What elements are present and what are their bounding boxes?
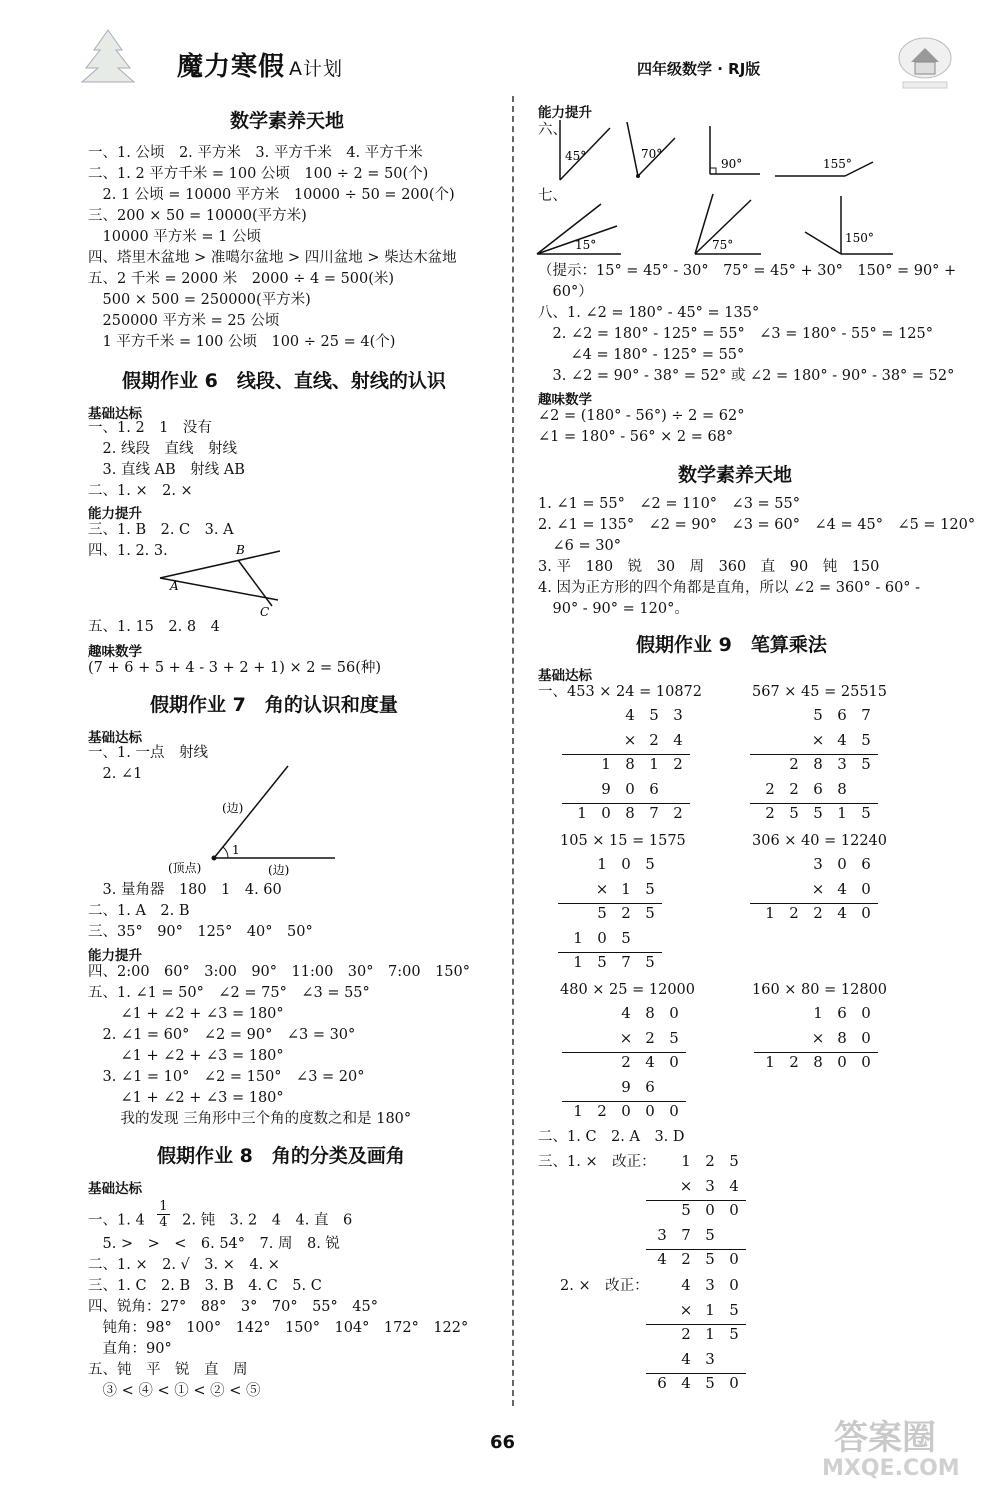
answer-line: 250000 平方米 = 25 公顷: [88, 313, 280, 329]
calc-digit: 0: [625, 779, 635, 798]
calc-digit: 0: [861, 1028, 871, 1047]
calc-row: [594, 755, 690, 773]
calc-row: [566, 953, 662, 971]
calc-digit: 0: [601, 804, 611, 822]
answer-line: 二、1. × 2. ×: [88, 483, 193, 499]
angle-label: 75°: [712, 238, 734, 252]
calc-row: [590, 880, 662, 898]
subheading-basic: 基础达标: [538, 668, 592, 684]
calc-digit: 1: [681, 1152, 691, 1170]
vertex-label-a: A: [170, 579, 179, 593]
side-label-top: (边): [222, 801, 244, 815]
calc-digit: 4: [681, 1374, 691, 1392]
answer-line: 2. × 改正：: [560, 1278, 649, 1294]
calc-digit: 1: [705, 1300, 715, 1319]
calc-digit: 1: [573, 928, 583, 947]
calc-rule: [750, 803, 878, 804]
answer-line: 3. ∠2 = 90° - 38° = 52° 或 ∠2 = 180° - 90° - 38° = 52°: [538, 368, 955, 384]
calc-digit: 3: [813, 855, 823, 873]
calc-digit: 3: [705, 1349, 715, 1368]
calc-digit: 5: [621, 928, 631, 947]
equation: 160 × 80 = 12800: [752, 982, 887, 998]
calc-digit: 7: [861, 706, 871, 724]
calc-digit: 4: [837, 730, 847, 749]
calc-rule: [750, 754, 878, 755]
calc-rule: [750, 903, 878, 904]
answer-line: 四、1. 2. 3.: [88, 543, 168, 559]
answer-line: 二、1. C 2. A 3. D: [538, 1129, 685, 1145]
subheading-improve: 能力提升: [88, 506, 142, 522]
answer-line: 五、1. ∠1 = 50° ∠2 = 75° ∠3 = 55°: [88, 985, 370, 1001]
calc-digit: 9: [621, 1077, 631, 1096]
calc-digit: 5: [597, 904, 607, 922]
watermark: [810, 1410, 980, 1488]
calc-row: [674, 1325, 746, 1343]
calc-rule: [562, 1052, 686, 1053]
subject-label: 四年级数学 · RJ版: [637, 60, 761, 78]
calc-digit: 1: [577, 804, 587, 822]
answer-line: 三、35° 90° 125° 40° 50°: [88, 924, 313, 940]
calc-digit: 2: [765, 779, 775, 798]
calc-digit: 8: [625, 755, 635, 773]
calc-row: [650, 1226, 722, 1244]
calc-row: [618, 731, 690, 749]
calc-digit: 0: [669, 1004, 679, 1022]
calc-digit: 5: [789, 804, 799, 822]
brand-title: 魔力寒假 A计划: [177, 52, 344, 82]
calc-digit: 5: [645, 879, 655, 898]
calc-digit: 6: [837, 1004, 847, 1022]
calc-digit: 0: [729, 1276, 739, 1294]
calc-digit: 5: [681, 1201, 691, 1219]
calc-digit: 2: [673, 804, 683, 822]
calc-digit: 8: [837, 779, 847, 798]
equation: 306 × 40 = 12240: [752, 833, 887, 849]
calc-digit: 5: [705, 1374, 715, 1392]
calc-digit: 5: [861, 804, 871, 822]
answer-line: （提示：15° = 45° - 30° 75° = 45° + 30° 150° = 90° +: [538, 263, 957, 279]
calc-digit: 2: [705, 1152, 715, 1170]
section-title-hw6: 假期作业 6 线段、直线、射线的认识: [122, 370, 446, 392]
calc-digit: 3: [705, 1276, 715, 1294]
answer-line: 10000 平方米 = 1 公顷: [88, 229, 261, 245]
section-title-hw9: 假期作业 9 笔算乘法: [636, 634, 827, 656]
calc-row: [566, 929, 638, 947]
answer-line: 五、钝 平 锐 直 周: [88, 1362, 248, 1378]
answer-line: 一、1. 公顷 2. 平方米 3. 平方千米 4. 平方千米: [88, 145, 423, 161]
equation: 567 × 45 = 25515: [752, 684, 887, 700]
answer-line: ∠1 + ∠2 + ∠3 = 180°: [106, 1006, 284, 1022]
calc-digit: 5: [813, 804, 823, 822]
calc-digit: 5: [705, 1225, 715, 1244]
calc-digit: 2: [673, 755, 683, 773]
calc-digit: 5: [729, 1325, 739, 1343]
calc-digit: 0: [645, 1102, 655, 1120]
subheading-basic: 基础达标: [88, 1181, 142, 1197]
calc-digit: 4: [657, 1250, 667, 1268]
calc-digit: 6: [861, 855, 871, 873]
angle-label: 150°: [845, 231, 874, 245]
calc-row: [618, 706, 690, 724]
answer-line: 5. > > < 6. 54° 7. 周 8. 锐: [88, 1236, 340, 1252]
angle-label: 45°: [565, 149, 587, 163]
answer-line: 三、1. C 2. B 3. B 4. C 5. C: [88, 1278, 322, 1294]
calc-row: [674, 1301, 746, 1319]
angles-six-figure: [555, 118, 875, 186]
answer-line: 1. ∠1 = 55° ∠2 = 110° ∠3 = 55°: [538, 496, 800, 512]
calc-digit: 1: [765, 1053, 775, 1071]
answer-line: 二、1. A 2. B: [88, 903, 190, 919]
calc-row: [806, 1004, 878, 1022]
calc-digit: 4: [621, 1004, 631, 1022]
calc-digit: 1: [649, 755, 659, 773]
subheading-improve: 能力提升: [88, 948, 142, 964]
vertex-label-c: C: [260, 605, 270, 618]
calc-rule: [646, 1373, 746, 1374]
calc-digit: 2: [789, 779, 799, 798]
page-number: 66: [490, 1432, 516, 1453]
calc-digit: 3: [837, 755, 847, 773]
calc-digit: 5: [861, 730, 871, 749]
angle-mark-1: 1: [232, 843, 240, 857]
calc-digit: 8: [645, 1004, 655, 1022]
calc-digit: 0: [705, 1201, 715, 1219]
calc-row: [614, 1004, 686, 1022]
calc-digit: 2: [789, 1053, 799, 1071]
section-title-literacy-1: 数学素养天地: [230, 110, 345, 132]
calc-row: [806, 880, 878, 898]
calc-digit: 4: [681, 1276, 691, 1294]
angle-label: 15°: [575, 238, 597, 252]
calc-digit: 5: [597, 953, 607, 971]
calc-digit: 2: [621, 904, 631, 922]
calc-digit: 2: [681, 1250, 691, 1268]
calc-digit: 3: [673, 706, 683, 724]
answer-line: 五、2 千米 = 2000 米 2000 ÷ 4 = 500(米): [88, 271, 395, 287]
calc-row: [614, 1029, 686, 1047]
section-title-hw7: 假期作业 7 角的认识和度量: [150, 694, 398, 716]
question-six-label: 六、: [538, 122, 567, 138]
calc-digit: 0: [837, 855, 847, 873]
calc-digit: 4: [681, 1349, 691, 1368]
calc-digit: 0: [669, 1102, 679, 1120]
calc-digit: 2: [789, 904, 799, 922]
calc-rule: [562, 1101, 686, 1102]
calc-rule: [558, 952, 662, 953]
answer-line: 3. 量角器 180 1 4. 60: [88, 882, 282, 898]
equation: 一、453 × 24 = 10872: [538, 684, 702, 700]
column-divider: [512, 96, 514, 1406]
answer-line: ∠2 = (180° - 56°) ÷ 2 = 62°: [538, 408, 745, 424]
calc-row: [758, 804, 878, 822]
calc-rule: [754, 1052, 878, 1053]
section-title-hw8: 假期作业 8 角的分类及画角: [157, 1145, 405, 1167]
calc-digit: 0: [861, 879, 871, 898]
calc-digit: 0: [669, 1053, 679, 1071]
calc-digit: 0: [729, 1201, 739, 1219]
answer-line: 二、1. 2 平方千米 = 100 公顷 100 ÷ 2 = 50(个): [88, 166, 429, 182]
calc-digit: 5: [649, 706, 659, 724]
calc-digit: 5: [729, 1300, 739, 1319]
subheading-fun: 趣味数学: [88, 644, 142, 660]
subheading-basic: 基础达标: [88, 406, 142, 422]
question-seven-label: 七、: [538, 188, 567, 204]
answer-line: 1 平方千米 = 100 公顷 100 ÷ 25 = 4(个): [88, 334, 396, 350]
calc-digit: 1: [573, 1102, 583, 1120]
calc-digit: 5: [705, 1250, 715, 1268]
watermark-logo-text: 答案圈: [834, 1418, 936, 1458]
calc-digit: 1: [837, 804, 847, 822]
calc-digit: 2: [789, 755, 799, 773]
calc-rule: [646, 1324, 746, 1325]
answer-line: 2. 1 公顷 = 10000 平方米 10000 ÷ 50 = 200(个): [88, 187, 455, 203]
calc-digit: 1: [597, 855, 607, 873]
calc-digit: 6: [837, 706, 847, 724]
answer-line: 2. ∠1: [88, 766, 143, 782]
answer-line: 90° - 90° = 120°。: [538, 601, 689, 617]
answer-line: ∠1 + ∠2 + ∠3 = 180°: [106, 1090, 284, 1106]
calc-digit: 0: [621, 855, 631, 873]
answer-line: 一、1. 一点 射线: [88, 745, 208, 761]
answer-line: 一、1. 2 1 没有: [88, 420, 212, 436]
answer-line: 二、1. × 2. √ 3. × 4. ×: [88, 1257, 280, 1273]
calc-row: [650, 1374, 746, 1392]
calc-digit: ×: [679, 1300, 693, 1319]
answer-line: ∠4 = 180° - 125° = 55°: [556, 347, 745, 363]
angle-label: 70°: [641, 147, 663, 161]
answer-line: 3. ∠1 = 10° ∠2 = 150° ∠3 = 20°: [88, 1069, 365, 1085]
calc-digit: ×: [811, 879, 825, 898]
calc-digit: 0: [729, 1250, 739, 1268]
answer-line: 三、200 × 50 = 10000(平方米): [88, 208, 307, 224]
calc-row: [566, 1102, 686, 1120]
calc-digit: 0: [621, 1102, 631, 1120]
calc-digit: 1: [813, 1004, 823, 1022]
calc-digit: 5: [645, 953, 655, 971]
calc-digit: 1: [765, 904, 775, 922]
calc-digit: 0: [729, 1374, 739, 1392]
calc-row: [614, 1078, 662, 1096]
calc-digit: 0: [861, 904, 871, 922]
calc-digit: 8: [625, 804, 635, 822]
answer-line: 2. ∠1 = 135° ∠2 = 90° ∠3 = 60° ∠4 = 45° ∠5 = 120°: [538, 517, 976, 533]
calc-digit: 4: [673, 730, 683, 749]
calc-digit: 3: [657, 1225, 667, 1244]
triangle-figure: [150, 538, 290, 618]
calc-digit: ×: [811, 730, 825, 749]
calc-row: [590, 855, 662, 873]
answer-line-fraction: 一、1. 4 $\frac{1}{4}$ 2. 钝 3. 2 4 4. 直 6: [88, 1199, 353, 1230]
calc-digit: 4: [625, 706, 635, 724]
answer-line: 60°）: [538, 284, 593, 300]
answer-line: (7 + 6 + 5 + 4 - 3 + 2 + 1) × 2 = 56(种): [88, 660, 382, 676]
calc-digit: 2: [645, 1028, 655, 1047]
calc-digit: 5: [645, 855, 655, 873]
answer-line: 八、1. ∠2 = 180° - 45° = 135°: [538, 305, 760, 321]
calc-row: [758, 1053, 878, 1071]
answer-line: ③ < ④ < ① < ② < ⑤: [88, 1383, 261, 1399]
answer-line: 直角：90°: [88, 1341, 172, 1357]
calc-row: [806, 706, 878, 724]
calc-row: [594, 780, 666, 798]
calc-digit: 4: [729, 1176, 739, 1195]
calc-digit: 2: [681, 1325, 691, 1343]
calc-row: [674, 1350, 722, 1368]
calc-row: [674, 1276, 746, 1294]
section-title-literacy-2: 数学素养天地: [678, 464, 793, 486]
answer-line: ∠6 = 30°: [538, 538, 621, 554]
subheading-improve: 能力提升: [538, 105, 592, 121]
calc-digit: 5: [813, 706, 823, 724]
calc-rule: [646, 1200, 746, 1201]
calc-row: [758, 780, 854, 798]
calc-digit: 7: [649, 804, 659, 822]
calc-digit: 5: [729, 1152, 739, 1170]
calc-row: [758, 904, 878, 922]
angle-label: 155°: [823, 157, 852, 171]
calc-digit: 9: [601, 779, 611, 798]
calc-digit: 6: [813, 779, 823, 798]
header: [0, 0, 1000, 100]
subheading-basic: 基础达标: [88, 730, 142, 746]
calc-row: [782, 755, 878, 773]
calc-digit: 5: [669, 1028, 679, 1047]
vertex-label: (顶点): [168, 861, 202, 875]
answer-line: 我的发现 三角形中三个角的度数之和是 180°: [106, 1111, 412, 1127]
calc-digit: 6: [645, 1077, 655, 1096]
calc-digit: 7: [621, 953, 631, 971]
calc-digit: 0: [861, 1053, 871, 1071]
calc-row: [674, 1152, 746, 1170]
fraction: $\frac{1}{4}$: [159, 1199, 168, 1230]
calc-digit: 7: [681, 1225, 691, 1244]
calc-digit: 0: [597, 928, 607, 947]
answer-line: ∠1 = 180° - 56° × 2 = 68°: [538, 429, 734, 445]
calc-digit: 2: [621, 1053, 631, 1071]
vertex-label-b: B: [236, 543, 245, 557]
calc-digit: 8: [813, 755, 823, 773]
calc-row: [806, 855, 878, 873]
calc-digit: 3: [705, 1176, 715, 1195]
calc-digit: 5: [645, 904, 655, 922]
calc-digit: 4: [837, 904, 847, 922]
side-label-bottom: (边): [268, 863, 290, 877]
house-icon: [893, 36, 957, 92]
calc-digit: 2: [765, 804, 775, 822]
calc-digit: 1: [621, 879, 631, 898]
calc-digit: 4: [645, 1053, 655, 1071]
calc-digit: 8: [813, 1053, 823, 1071]
calc-row: [650, 1250, 746, 1268]
calc-digit: 5: [861, 755, 871, 773]
calc-digit: ×: [623, 730, 637, 749]
watermark-url: MXQE.COM: [822, 1456, 960, 1481]
calc-row: [590, 904, 662, 922]
calc-row: [806, 1029, 878, 1047]
calc-rule: [646, 1249, 746, 1250]
calc-rule: [562, 754, 690, 755]
calc-digit: 2: [597, 1102, 607, 1120]
answer-line: 4. 因为正方形的四个角都是直角，所以 ∠2 = 360° - 60° -: [538, 580, 921, 596]
angle-label: 90°: [721, 157, 743, 171]
calc-digit: 1: [705, 1325, 715, 1343]
answer-line: 四、2:00 60° 3:00 90° 11:00 30° 7:00 150°: [88, 964, 470, 980]
answer-line: 三、1. B 2. C 3. A: [88, 522, 234, 538]
answer-line: 2. ∠1 = 60° ∠2 = 90° ∠3 = 30°: [88, 1027, 356, 1043]
calc-row: [806, 731, 878, 749]
angle-figure: [160, 762, 350, 877]
calc-row: [570, 804, 690, 822]
calc-digit: ×: [619, 1028, 633, 1047]
answer-line: 500 × 500 = 250000(平方米): [88, 292, 311, 308]
calc-digit: ×: [811, 1028, 825, 1047]
calc-digit: ×: [595, 879, 609, 898]
calc-digit: 6: [649, 779, 659, 798]
calc-digit: 0: [861, 1004, 871, 1022]
calc-row: [674, 1177, 746, 1195]
calc-row: [614, 1053, 686, 1071]
answer-line: 2. 线段 直线 射线: [88, 441, 237, 457]
angles-seven-figure: [535, 192, 895, 264]
answer-line: 五、1. 15 2. 8 4: [88, 619, 220, 635]
answer-line: 四、锐角：27° 88° 3° 70° 55° 45°: [88, 1299, 378, 1315]
tree-icon: [78, 28, 138, 86]
calc-rule: [558, 903, 662, 904]
answer-line: 四、塔里木盆地 > 准噶尔盆地 > 四川盆地 > 柴达木盆地: [88, 250, 457, 266]
calc-digit: 1: [573, 953, 583, 971]
calc-digit: ×: [679, 1176, 693, 1195]
answer-line: 钝角：98° 100° 142° 150° 104° 172° 122°: [88, 1320, 469, 1336]
answer-line: ∠1 + ∠2 + ∠3 = 180°: [106, 1048, 284, 1064]
answer-line: 3. 直线 AB 射线 AB: [88, 462, 245, 478]
calc-digit: 0: [837, 1053, 847, 1071]
answer-line: 3. 平 180 锐 30 周 360 直 90 钝 150: [538, 559, 880, 575]
calc-digit: 1: [601, 755, 611, 773]
equation: 105 × 15 = 1575: [560, 833, 686, 849]
answer-line: 2. ∠2 = 180° - 125° = 55° ∠3 = 180° - 55° = 125°: [538, 326, 934, 342]
equation: 480 × 25 = 12000: [560, 982, 695, 998]
answer-line: 三、1. × 改正：: [538, 1154, 656, 1170]
subheading-fun: 趣味数学: [538, 392, 592, 408]
calc-digit: 6: [657, 1374, 667, 1392]
calc-digit: 2: [649, 730, 659, 749]
calc-row: [674, 1201, 746, 1219]
calc-digit: 2: [813, 904, 823, 922]
calc-digit: 4: [837, 879, 847, 898]
calc-rule: [562, 803, 690, 804]
calc-digit: 8: [837, 1028, 847, 1047]
